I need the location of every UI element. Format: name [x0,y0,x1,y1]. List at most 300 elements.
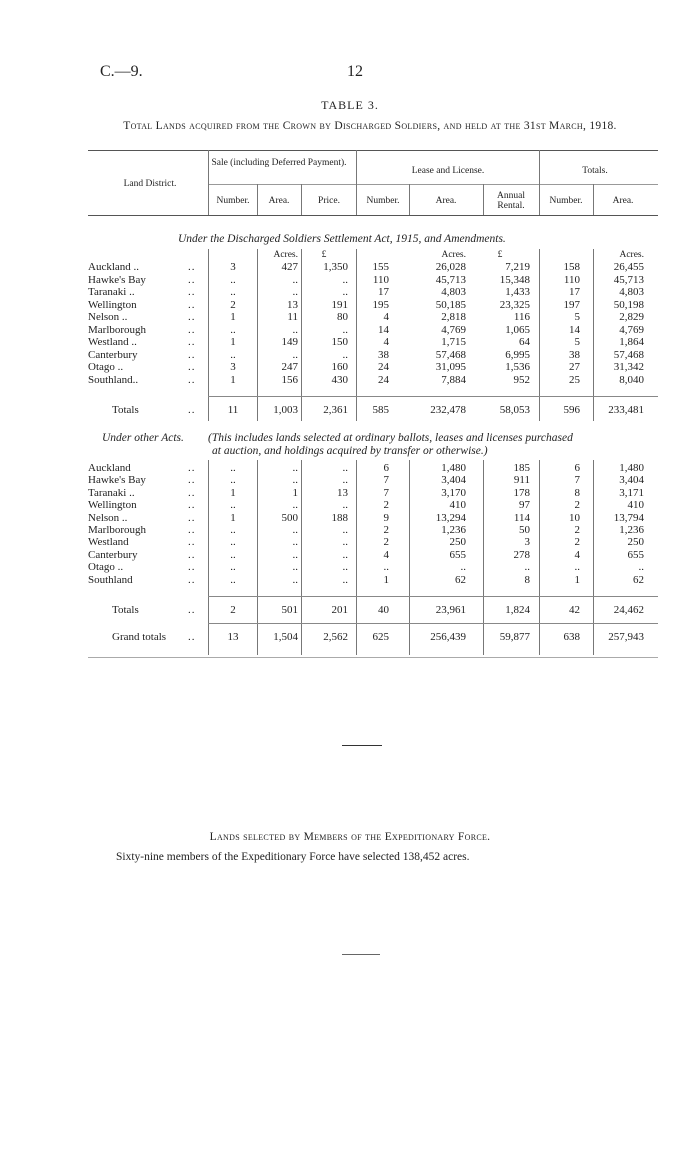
value-cell: .. [292,286,298,298]
header-lease-area: Area. [435,196,457,206]
row-label: Grand totals [112,631,167,643]
total-cell: 58,053 [499,404,530,416]
value-cell: 188 [331,511,348,524]
value-cell: 7 [574,474,580,487]
header-mid-rule [208,184,658,185]
total-cell: 23,961 [435,604,466,616]
value-cell: .. [342,536,348,549]
total-cell: 1,504 [273,631,298,643]
footer-text: Sixty-nine members of the Expeditionary Force have selected 138,452 acres. [116,851,470,863]
header-lease-number: Number. [366,196,400,206]
district-cell: Marlborough [88,524,147,536]
col-rule [409,184,410,215]
district-cell: Westland .. [88,336,137,348]
district-cell: Otago .. [88,361,124,373]
table-caption: Total Lands acquired from the Crown by Discharged Soldiers, and held at the 31st March, 1918. [123,120,617,132]
table-row [0,574,700,586]
unit-rental: £ [497,250,503,260]
total-cell: 585 [372,404,389,416]
value-cell: 410 [627,499,644,512]
total-cell: 501 [281,604,298,616]
value-cell: 250 [449,536,466,549]
value-cell: 3,170 [441,486,466,499]
table-row [0,311,700,323]
col-rule [593,460,594,655]
section1-title: Under the Discharged Soldiers Settlement Act, 1915, and Amendments. [178,233,506,245]
value-cell: 24 [378,361,389,373]
value-cell: 158 [563,261,580,273]
leader-dots: .. [188,336,196,348]
table-row [0,512,700,524]
value-cell: 7,884 [441,373,466,386]
value-cell: .. [230,573,236,586]
table-bottom-rule [88,657,658,658]
district-cell: Taranaki .. [88,486,135,499]
value-cell: 1,350 [323,261,348,273]
value-cell: .. [230,323,236,336]
value-cell: 1,236 [441,524,466,536]
value-cell: .. [342,323,348,336]
value-cell: 62 [633,573,644,586]
value-cell: .. [230,286,236,298]
value-cell: .. [383,561,389,574]
value-cell: .. [230,273,236,286]
value-cell: 1,536 [505,361,530,373]
value-cell: 14 [378,323,389,336]
table-row [0,462,700,474]
value-cell: 952 [513,373,530,386]
value-cell: 3 [230,261,236,273]
header-sale-number: Number. [216,196,250,206]
header-totals-area: Area. [612,196,634,206]
section2-title: Under other Acts. [102,432,184,444]
value-cell: .. [230,474,236,487]
district-cell: Hawke's Bay [88,474,146,487]
table-row [0,549,700,561]
district-cell: Canterbury [88,548,138,561]
value-cell: 178 [513,486,530,499]
value-cell: 4 [383,548,389,561]
table-row [0,487,700,499]
value-cell: 5 [574,311,580,323]
table-row [0,536,700,548]
leader-dots: .. [188,561,196,574]
header-lease-group: Lease and License. [411,166,485,176]
value-cell: 6,995 [505,348,530,361]
value-cell: 1 [292,486,298,499]
value-cell: 1 [383,573,389,586]
total-cell: 232,478 [430,404,466,416]
value-cell: .. [574,561,580,574]
district-cell: Canterbury [88,348,138,361]
value-cell: 1,864 [619,336,644,348]
totals-row [0,404,700,416]
value-cell: 1,236 [619,524,644,536]
table-row [0,336,700,348]
col-rule [208,460,209,655]
value-cell: .. [230,536,236,549]
value-cell: 45,713 [613,273,644,286]
value-cell: .. [342,273,348,286]
value-cell: 911 [513,474,530,487]
value-cell: 7 [383,474,389,487]
leader-dots: .. [188,323,196,336]
value-cell: 14 [569,323,580,336]
end-mark [342,954,380,955]
value-cell: 45,713 [435,273,466,286]
value-cell: 6 [383,462,389,474]
value-cell: 97 [519,499,530,512]
value-cell: .. [342,286,348,298]
header-totals-number: Number. [549,196,583,206]
row-label: Totals [112,404,139,416]
units-row [0,249,700,261]
value-cell: 15,348 [499,273,530,286]
totals-rule [208,396,658,397]
footer-title: Lands selected by Members of the Expeditionary Force. [209,831,491,843]
value-cell: .. [342,524,348,536]
value-cell: 31,095 [435,361,466,373]
leader-dots: .. [188,311,196,323]
value-cell: 2 [574,524,580,536]
value-cell: .. [230,548,236,561]
value-cell: 3,171 [619,486,644,499]
value-cell: 3 [524,536,530,549]
total-cell: 42 [569,604,580,616]
leader-dots: .. [188,604,196,616]
value-cell: 4,803 [441,286,466,298]
value-cell: 278 [513,548,530,561]
grand-totals-row [0,631,700,643]
leader-dots: .. [188,486,196,499]
value-cell: 23,325 [499,298,530,311]
table-row [0,299,700,311]
leader-dots: .. [188,348,196,361]
total-cell: 2,361 [323,404,348,416]
value-cell: 6 [574,462,580,474]
value-cell: 2 [574,499,580,512]
value-cell: 2 [383,524,389,536]
value-cell: 191 [331,298,348,311]
value-cell: .. [292,548,298,561]
value-cell: 2 [574,536,580,549]
leader-dots: .. [188,573,196,586]
district-cell: Nelson .. [88,511,128,524]
total-cell: 256,439 [430,631,466,643]
value-cell: .. [292,524,298,536]
value-cell: 1 [230,336,236,348]
leader-dots: .. [188,511,196,524]
col-rule [483,184,484,215]
value-cell: 17 [378,286,389,298]
unit-area: Acres. [273,250,298,260]
col-rule [409,460,410,655]
value-cell: 80 [337,311,348,323]
value-cell: .. [342,573,348,586]
value-cell: 62 [455,573,466,586]
value-cell: 2,829 [619,311,644,323]
value-cell: .. [460,561,466,574]
district-cell: Southland.. [88,373,139,386]
unit-area: Acres. [441,250,466,260]
total-cell: 40 [378,604,389,616]
value-cell: .. [292,474,298,487]
value-cell: 8,040 [619,373,644,386]
value-cell: .. [342,548,348,561]
value-cell: 4,803 [619,286,644,298]
col-rule [208,150,209,215]
leader-dots: .. [188,499,196,512]
total-cell: 638 [563,631,580,643]
value-cell: 7,219 [505,261,530,273]
value-cell: 11 [287,311,298,323]
col-rule [301,184,302,215]
value-cell: 1,433 [505,286,530,298]
leader-dots: .. [188,524,196,536]
value-cell: 655 [627,548,644,561]
district-cell: Wellington [88,499,137,512]
leader-dots: .. [188,361,196,373]
value-cell: .. [638,561,644,574]
value-cell: 27 [569,361,580,373]
value-cell: 13,294 [435,511,466,524]
value-cell: 150 [331,336,348,348]
value-cell: 2 [230,298,236,311]
district-cell: Hawke's Bay [88,273,146,286]
value-cell: .. [524,561,530,574]
value-cell: 3,404 [619,474,644,487]
value-cell: .. [342,499,348,512]
value-cell: 1 [230,486,236,499]
col-rule [593,184,594,215]
value-cell: 24 [378,373,389,386]
value-cell: 8 [524,573,530,586]
value-cell: .. [292,323,298,336]
value-cell: .. [230,499,236,512]
value-cell: .. [342,462,348,474]
value-cell: 197 [563,298,580,311]
value-cell: 116 [513,311,530,323]
table-row [0,261,700,273]
value-cell: 2 [383,536,389,549]
district-cell: Auckland .. [88,261,140,273]
district-cell: Otago .. [88,561,124,574]
value-cell: 8 [574,486,580,499]
col-rule [257,460,258,655]
header-top-rule [88,150,658,151]
table-row [0,324,700,336]
leader-dots: .. [188,404,196,416]
value-cell: .. [230,462,236,474]
table-row [0,274,700,286]
table-title: TABLE 3. [321,98,379,112]
leader-dots: .. [188,631,196,643]
total-cell: 1,824 [505,604,530,616]
row-label: Totals [112,604,139,616]
table-row [0,474,700,486]
value-cell: 13 [337,486,348,499]
value-cell: 1 [230,311,236,323]
value-cell: .. [292,561,298,574]
district-cell: Nelson .. [88,311,128,323]
value-cell: 155 [372,261,389,273]
value-cell: .. [292,273,298,286]
value-cell: 156 [281,373,298,386]
table-row [0,561,700,573]
value-cell: 50 [519,524,530,536]
total-cell: 59,877 [499,631,530,643]
value-cell: .. [342,348,348,361]
value-cell: 31,342 [613,361,644,373]
value-cell: 64 [519,336,530,348]
totals-row [0,604,700,616]
col-rule [483,460,484,655]
table-row [0,499,700,511]
value-cell: 185 [513,462,530,474]
value-cell: 2 [383,499,389,512]
totals-rule [208,596,658,597]
total-cell: 257,943 [608,631,644,643]
unit-area: Acres. [619,250,644,260]
value-cell: 38 [378,348,389,361]
leader-dots: .. [188,474,196,487]
value-cell: 160 [331,361,348,373]
col-rule [257,184,258,215]
value-cell: 10 [569,511,580,524]
value-cell: .. [292,536,298,549]
total-cell: 13 [227,631,239,643]
page-reference: C.—9. [100,63,143,80]
header-bottom-rule [88,215,658,216]
value-cell: 4 [383,311,389,323]
leader-dots: .. [188,286,196,298]
value-cell: 38 [569,348,580,361]
value-cell: 5 [574,336,580,348]
leader-dots: .. [188,548,196,561]
value-cell: 57,468 [435,348,466,361]
value-cell: 57,468 [613,348,644,361]
value-cell: 26,028 [435,261,466,273]
value-cell: 1 [230,511,236,524]
value-cell: 3 [230,361,236,373]
value-cell: .. [292,499,298,512]
leader-dots: .. [188,373,196,386]
value-cell: 1 [574,573,580,586]
value-cell: 427 [281,261,298,273]
leader-dots: .. [188,261,196,273]
value-cell: 1,480 [441,462,466,474]
value-cell: 25 [569,373,580,386]
district-cell: Southland [88,573,133,586]
header-land-district: Land District. [123,179,177,189]
section2-note-line1: (This includes lands selected at ordinary ballots, leases and licenses purchased [208,432,573,444]
value-cell: 50,198 [613,298,644,311]
value-cell: 4,769 [441,323,466,336]
district-cell: Wellington [88,298,137,311]
value-cell: 13 [287,298,298,311]
value-cell: 3,404 [441,474,466,487]
value-cell: 1,480 [619,462,644,474]
total-cell: 596 [563,404,580,416]
table-row [0,524,700,536]
value-cell: 655 [449,548,466,561]
leader-dots: .. [188,462,196,474]
col-rule [356,150,357,215]
value-cell: 2,818 [441,311,466,323]
value-cell: 17 [569,286,580,298]
value-cell: 26,455 [613,261,644,273]
total-cell: 625 [372,631,389,643]
section-divider [342,745,382,746]
leader-dots: .. [188,536,196,549]
value-cell: 195 [372,298,389,311]
header-sale-area: Area. [268,196,290,206]
value-cell: 149 [281,336,298,348]
value-cell: 4,769 [619,323,644,336]
col-rule [539,150,540,215]
value-cell: 500 [281,511,298,524]
district-cell: Westland [88,536,129,549]
total-cell: 1,003 [273,404,298,416]
page-number: 12 [347,63,363,80]
header-totals-group: Totals. [582,166,608,176]
district-cell: Auckland [88,462,131,474]
value-cell: 1,065 [505,323,530,336]
value-cell: 250 [627,536,644,549]
value-cell: .. [230,561,236,574]
grand-totals-rule [208,623,658,624]
value-cell: 9 [383,511,389,524]
table-row [0,349,700,361]
value-cell: .. [230,348,236,361]
value-cell: .. [342,474,348,487]
col-rule [301,460,302,655]
value-cell: 50,185 [435,298,466,311]
value-cell: 430 [331,373,348,386]
value-cell: 247 [281,361,298,373]
value-cell: .. [342,561,348,574]
header-lease-rental: Annual Rental. [497,191,525,211]
value-cell: 4 [574,548,580,561]
header-sale-price: Price. [318,196,340,206]
value-cell: 114 [513,511,530,524]
section2-note-line2: at auction, and holdings acquired by transfer or otherwise.) [212,445,488,457]
value-cell: 1 [230,373,236,386]
value-cell: .. [292,462,298,474]
table-row [0,286,700,298]
value-cell: .. [292,348,298,361]
value-cell: 110 [372,273,389,286]
header-sale-group: Sale (including Deferred Payment). [211,158,347,168]
district-cell: Taranaki .. [88,286,135,298]
col-rule [539,460,540,655]
table-row [0,361,700,373]
value-cell: .. [292,573,298,586]
table-row [0,374,700,386]
district-cell: Marlborough [88,323,147,336]
total-cell: 24,462 [613,604,644,616]
total-cell: 2,562 [323,631,348,643]
col-rule [356,460,357,655]
value-cell: 13,794 [613,511,644,524]
total-cell: 233,481 [608,404,644,416]
value-cell: 7 [383,486,389,499]
value-cell: 1,715 [441,336,466,348]
value-cell: 410 [449,499,466,512]
total-cell: 2 [230,604,236,616]
unit-price: £ [321,250,327,260]
leader-dots: .. [188,298,196,311]
